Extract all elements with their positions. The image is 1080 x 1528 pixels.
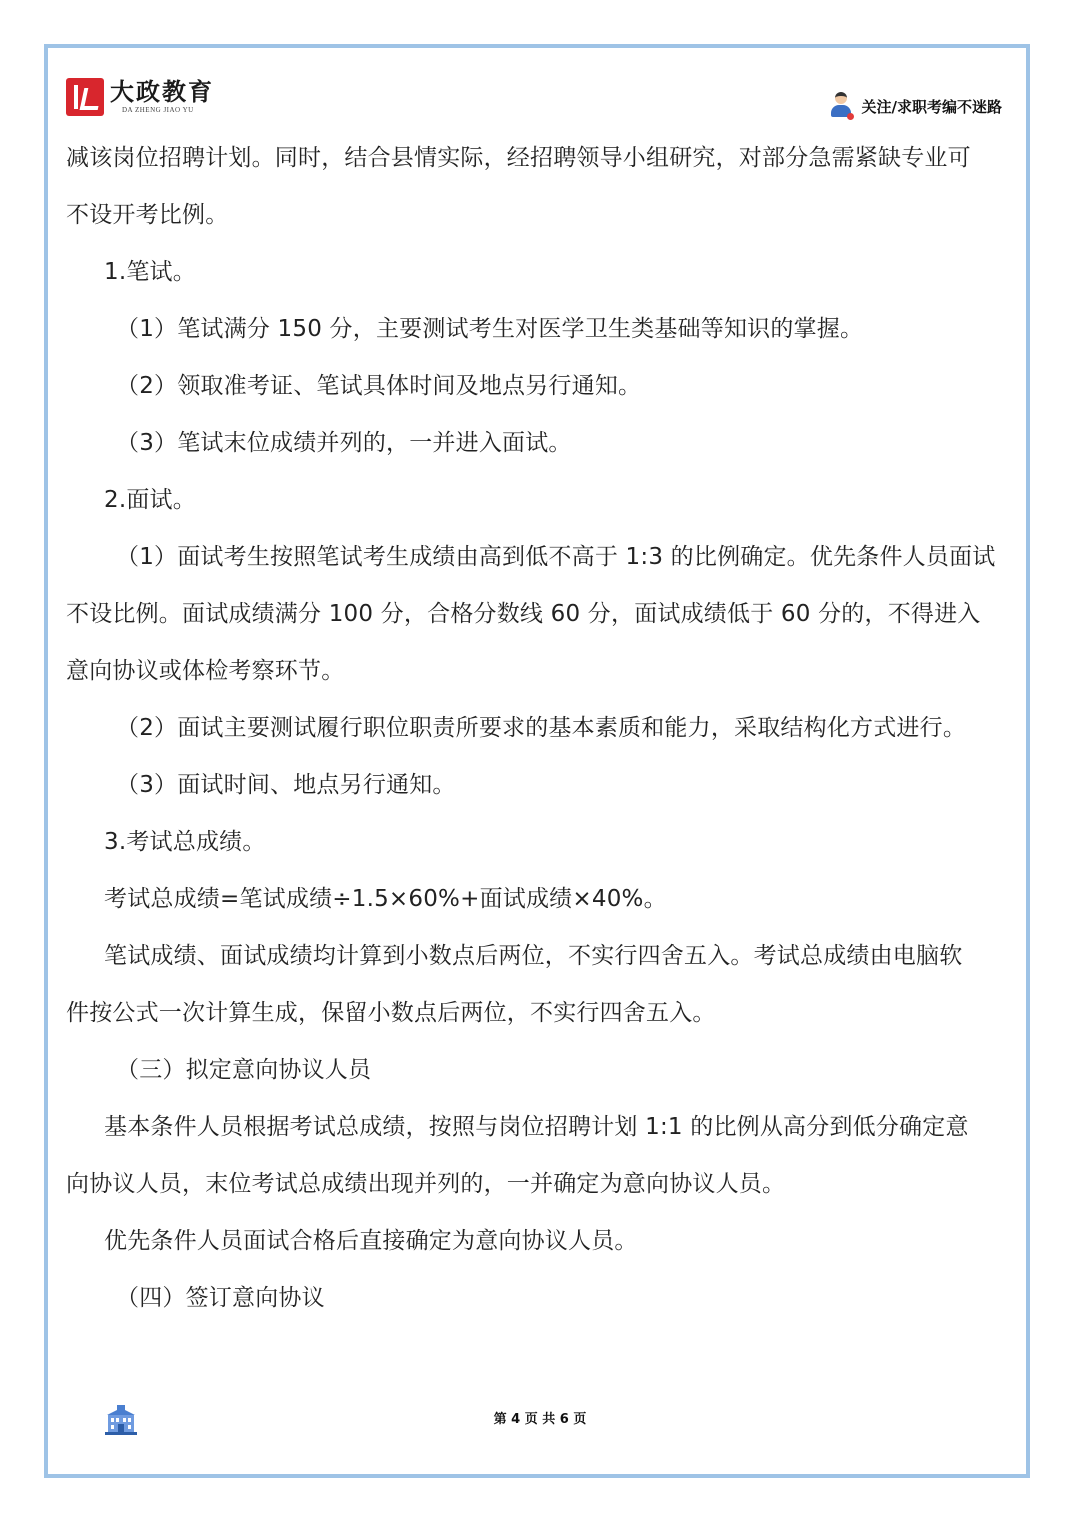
paragraph: 基本条件人员根据考试总成绩，按照与岗位招聘计划 1:1 的比例从高分到低分确定意 [104,1114,969,1140]
paragraph: 笔试成绩、面试成绩均计算到小数点后两位，不实行四舍五入。考试总成绩由电脑软 [104,943,963,969]
section-heading: （四）签订意向协议 [116,1285,325,1311]
person-icon [830,92,852,120]
logo-english: DA ZHENG JIAO YU [122,106,194,114]
logo-chinese: 大政教育 [110,77,214,106]
paragraph: 优先条件人员面试合格后直接确定为意向协议人员。 [104,1228,638,1254]
formula: 考试总成绩=笔试成绩÷1.5×60%+面试成绩×40%。 [104,886,667,912]
list-item: （3）笔试末位成绩并列的，一并进入面试。 [116,430,572,456]
document-body [66,130,1016,1327]
brand-logo [66,78,214,116]
logo-mark-icon [66,78,104,116]
section-heading: 1.笔试。 [104,259,196,285]
paragraph: 件按公式一次计算生成，保留小数点后两位，不实行四舍五入。 [66,1000,716,1026]
list-item: （2）面试主要测试履行职位职责所要求的基本素质和能力，采取结构化方式进行。 [116,715,967,741]
section-heading: 2.面试。 [104,487,196,513]
list-item: （1）笔试满分 150 分，主要测试考生对医学卫生类基础等知识的掌握。 [116,316,864,342]
paragraph: 不设开考比例。 [66,202,229,228]
paragraph: 向协议人员，末位考试总成绩出现并列的，一并确定为意向协议人员。 [66,1171,786,1197]
list-item: （2）领取准考证、笔试具体时间及地点另行通知。 [116,373,642,399]
follow-banner [830,92,1002,120]
list-item: （3）面试时间、地点另行通知。 [116,772,456,798]
page-number: 第 4 页 共 6 页 [493,1412,587,1427]
follow-text: 关注/求职考编不迷路 [861,97,1002,116]
section-heading: （三）拟定意向协议人员 [116,1057,372,1083]
paragraph: 减该岗位招聘计划。同时，结合县情实际，经招聘领导小组研究，对部分急需紧缺专业可 [66,145,971,171]
list-item: （1）面试考生按照笔试考生成绩由高到低不高于 1:3 的比例确定。优先条件人员面试 [116,544,996,570]
paragraph: 不设比例。面试成绩满分 100 分，合格分数线 60 分，面试成绩低于 60 分的，不得进入 [66,601,981,627]
logo-text [110,78,214,114]
section-heading: 3.考试总成绩。 [104,829,266,855]
paragraph: 意向协议或体检考察环节。 [66,658,345,684]
